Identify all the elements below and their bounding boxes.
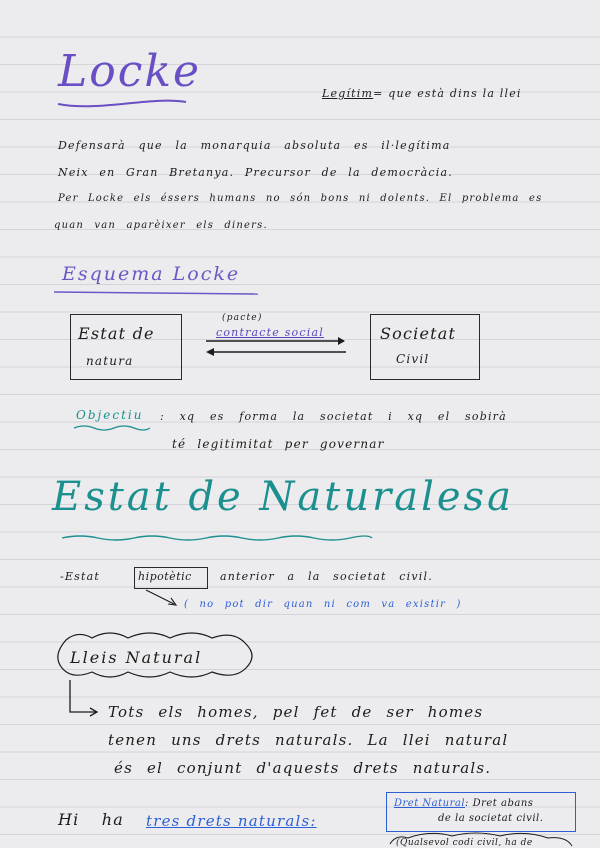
rights-cloud-text: (Qualsevol codi civil, ha de — [396, 838, 533, 848]
intro-line-3: Per Locke els éssers humans no són bons ni dolents. El problema es — [58, 193, 543, 204]
objective-label: Objectiu — [76, 408, 144, 422]
lleis-title: Lleis Natural — [70, 648, 203, 667]
lleis-line-3: és el conjunt d'aquests drets naturals. — [114, 759, 492, 777]
section-title: Estat de Naturalesa — [52, 474, 514, 520]
intro-line-4: quan van aparèixer els diners. — [54, 220, 268, 231]
schema-left-line-2: natura — [86, 354, 134, 368]
rights-box-text-1: : Dret abans — [465, 798, 534, 809]
hipotetic-arrow — [146, 590, 174, 604]
intro-line-2: Neix en Gran Bretanya. Precursor de la democràcia. — [58, 166, 453, 179]
arrow-right-head — [338, 337, 345, 345]
estat-rest: anterior a la societat civil. — [220, 570, 433, 583]
schema-right-line-2: Civil — [396, 352, 430, 366]
title-underline-stroke — [58, 101, 186, 107]
section-title-underline — [62, 536, 372, 540]
rights-prefix: Hi ha — [58, 810, 124, 829]
definition-text: = que està dins la llei — [373, 87, 522, 100]
page-title: Locke — [58, 46, 202, 97]
lleis-line-1: Tots els homes, pel fet de ser homes — [108, 703, 484, 721]
rights-box-title: Dret Natural — [394, 798, 466, 809]
rights-box-line-2: de la societat civil. — [438, 813, 544, 824]
intro-line-1: Defensarà que la monarquia absoluta es il·legítima — [58, 139, 451, 152]
schema-title-underline — [54, 292, 258, 294]
lleis-cloud-outline — [58, 633, 252, 677]
definition-term: Legítim — [322, 87, 374, 100]
lleis-hook-arrow — [70, 680, 96, 712]
boxed-word: hipotètic — [138, 570, 192, 583]
schema-arrow-note: (pacte) — [222, 313, 263, 323]
rights-highlight: tres drets naturals: — [146, 812, 317, 830]
schema-arrow-label: contracte social — [216, 326, 324, 339]
rights-cloud-outline — [390, 833, 572, 846]
lleis-line-2: tenen uns drets naturals. La llei natural — [108, 731, 509, 749]
estat-prefix: -Estat — [60, 570, 100, 583]
objective-line-1: : xq es forma la societat i xq el sobirà — [160, 410, 507, 423]
schema-left-line-1: Estat de — [78, 324, 155, 343]
schema-right-line-1: Societat — [380, 324, 457, 343]
schema-title: Esquema Locke — [62, 263, 241, 285]
estat-note: ( no pot dir quan ni com va existir ) — [184, 599, 462, 610]
arrow-left-head — [206, 348, 214, 356]
objective-underline — [74, 426, 150, 430]
objective-line-2: té legitimitat per governar — [172, 437, 385, 451]
